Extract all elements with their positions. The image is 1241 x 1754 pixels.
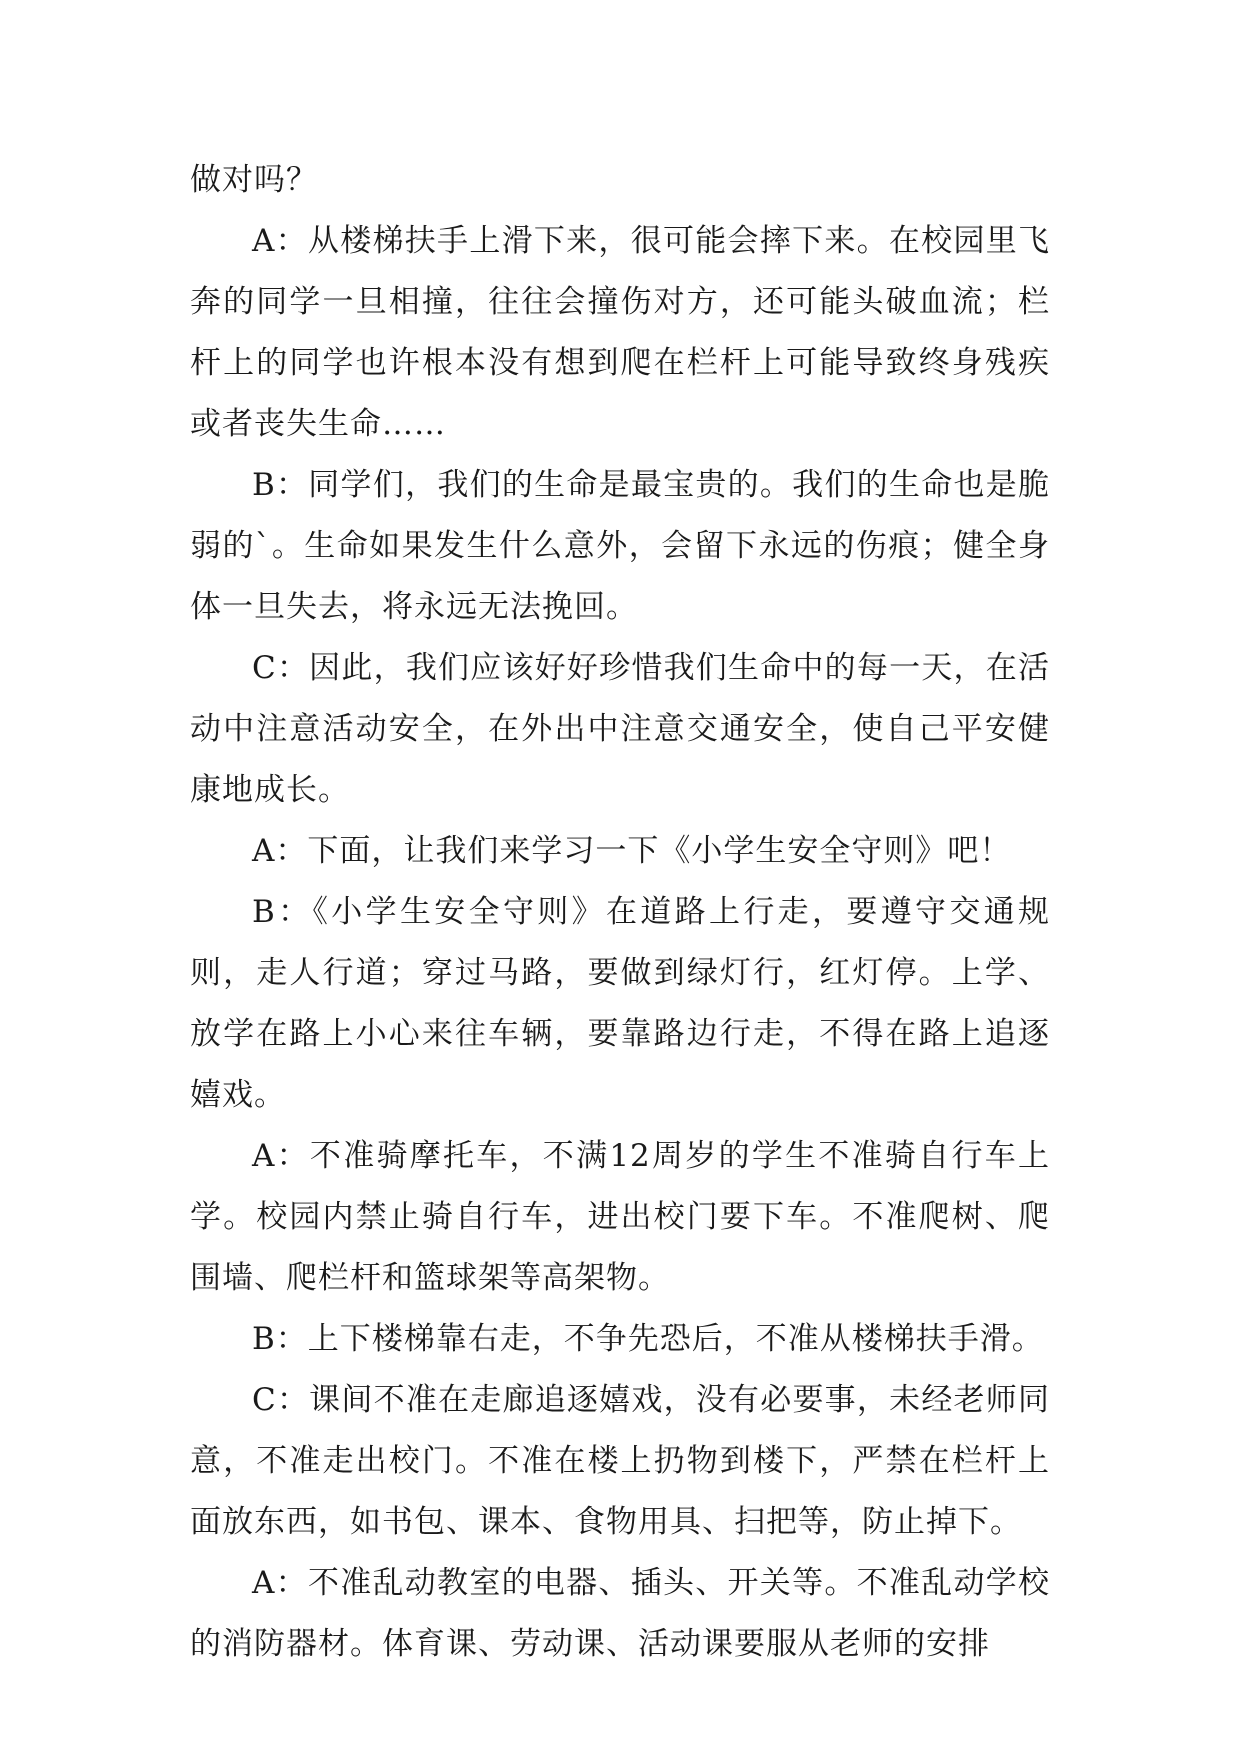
document-page	[190, 150, 1050, 1675]
paragraph-continuation: 做对吗？	[190, 162, 318, 198]
paragraph-a-danger: A：从楼梯扶手上滑下来，很可能会摔下来。在校园里飞奔的同学一旦相撞，往往会撞伤对方，还可能头破血流；栏杆上的同学也许根本没有想到爬在栏杆上可能导致终身残疾或者丧失生命……	[190, 223, 1050, 442]
paragraph-a-electrical: A：不准乱动教室的电器、插头、开关等。不准乱动学校的消防器材。体育课、劳动课、活动课要服从老师的安排	[190, 1565, 1050, 1662]
paragraph-c-corridor: C：课间不准在走廊追逐嬉戏，没有必要事，未经老师同意，不准走出校门。不准在楼上扔物到楼下，严禁在栏杆上面放东西，如书包、课本、食物用具、扫把等，防止掉下。	[190, 1382, 1050, 1540]
paragraph-c-cherish: C：因此，我们应该好好珍惜我们生命中的每一天，在活动中注意活动安全，在外出中注意交通安全，使自己平安健康地成长。	[190, 650, 1050, 808]
paragraph-a-intro-rules: A：下面，让我们来学习一下《小学生安全守则》吧！	[252, 833, 1012, 869]
paragraph-a-bicycle: A：不准骑摩托车，不满12周岁的学生不准骑自行车上学。校园内禁止骑自行车，进出校门要下车。不准爬树、爬围墙、爬栏杆和篮球架等高架物。	[190, 1138, 1050, 1296]
paragraph-b-traffic: B：《小学生安全守则》在道路上行走，要遵守交通规则，走人行道；穿过马路，要做到绿灯行，红灯停。上学、放学在路上小心来往车辆，要靠路边行走，不得在路上追逐嬉戏。	[190, 894, 1050, 1113]
paragraph-b-life: B：同学们，我们的生命是最宝贵的。我们的生命也是脆弱的`。生命如果发生什么意外，会留下永远的伤痕；健全身体一旦失去，将永远无法挽回。	[190, 467, 1050, 625]
paragraph-b-stairs: B：上下楼梯靠右走，不争先恐后，不准从楼梯扶手滑。	[252, 1321, 1044, 1357]
